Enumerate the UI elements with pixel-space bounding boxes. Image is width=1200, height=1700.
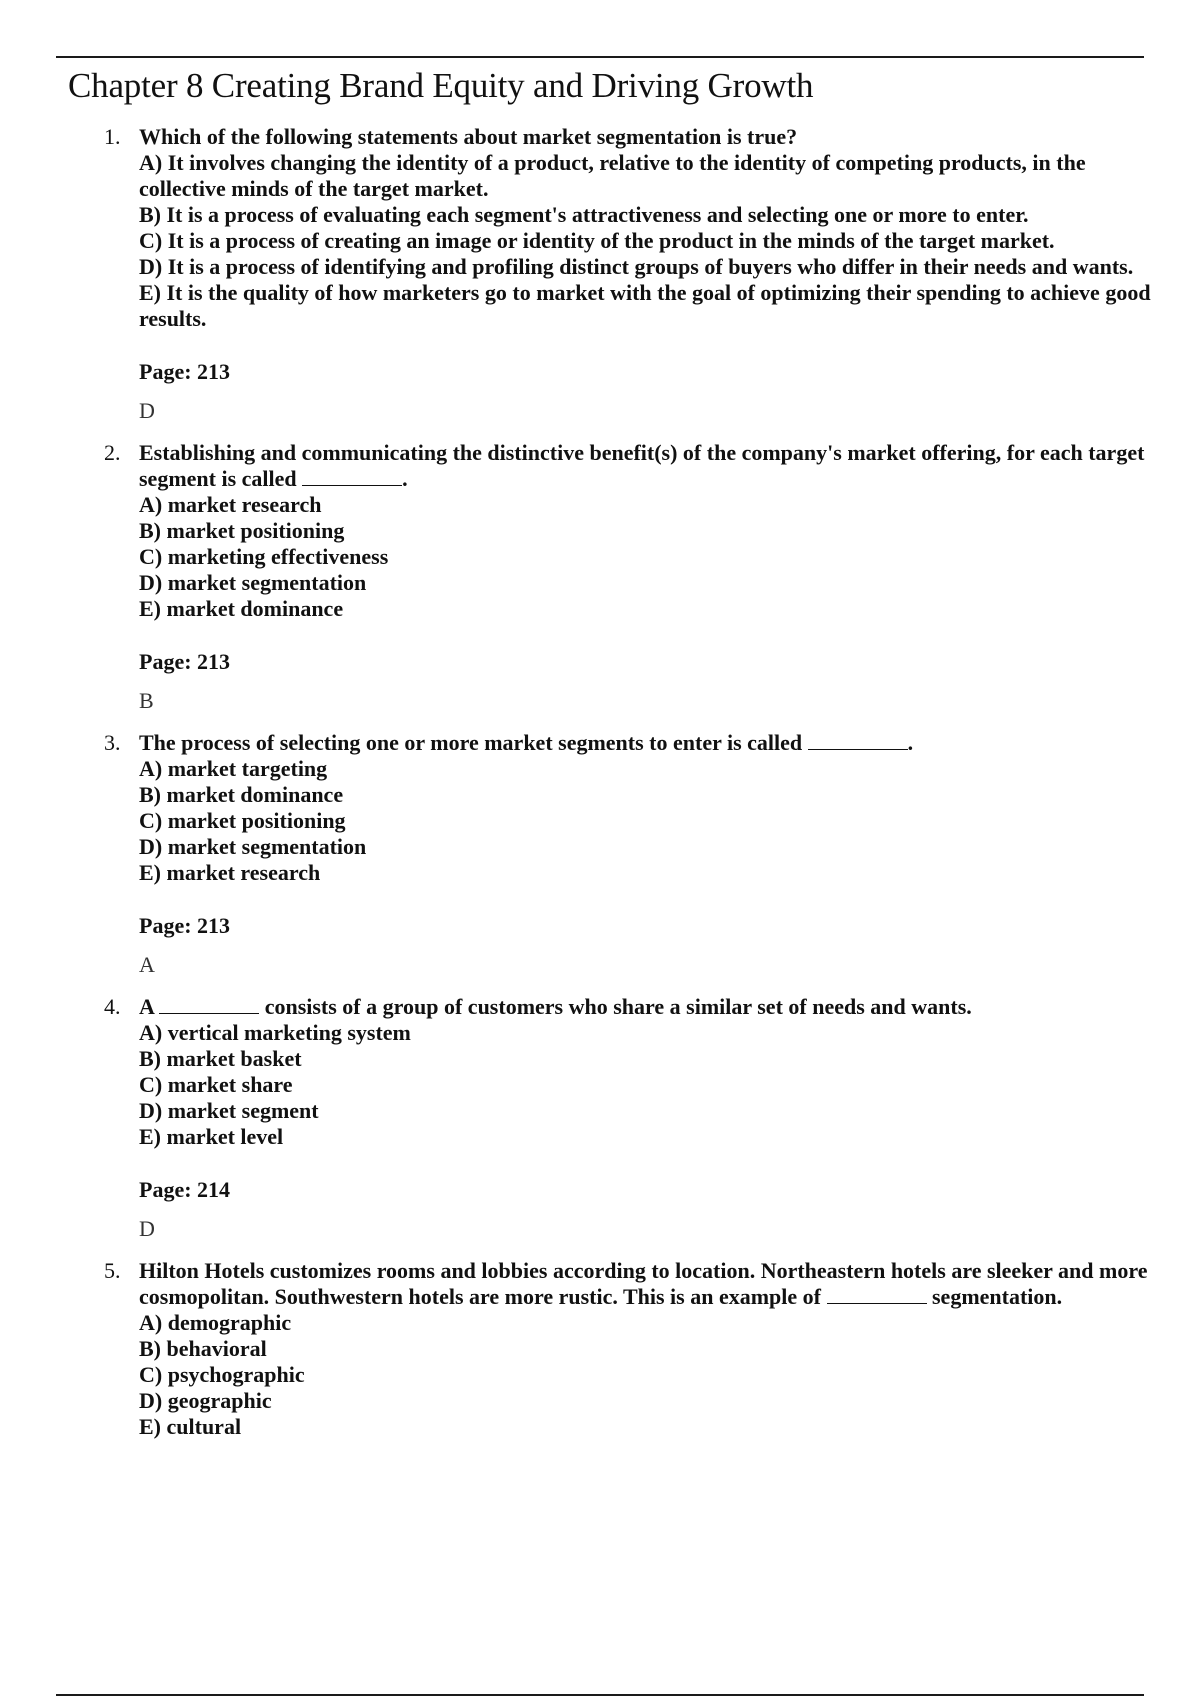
answer-option: E) market level — [139, 1124, 284, 1149]
answer-option: C) marketing effectiveness — [139, 544, 389, 569]
page-reference: Page: 213 — [139, 649, 231, 674]
answer-option: B) It is a process of evaluating each segment's attractiveness and selecting one or more to enter. — [139, 202, 1029, 227]
answer-option: C) It is a process of creating an image or identity of the product in the minds of the target market. — [139, 228, 1055, 253]
question-stem — [139, 124, 1160, 150]
answer-option: D) It is a process of identifying and profiling distinct groups of buyers who differ in their needs and wants. — [139, 254, 1134, 279]
answer-option: A) demographic — [139, 1310, 292, 1335]
bottom-rule — [56, 1694, 1144, 1696]
answer-option: E) market research — [139, 860, 321, 885]
fill-in-blank — [159, 997, 259, 1014]
page-title: Chapter 8 Creating Brand Equity and Driving Growth — [68, 66, 814, 105]
question-stem — [139, 994, 1160, 1020]
page-reference: Page: 214 — [139, 1177, 231, 1202]
question-stem — [139, 1258, 1160, 1310]
question-stem — [139, 730, 1160, 756]
answer-option: D) geographic — [139, 1388, 272, 1413]
answer-option: B) market basket — [139, 1046, 302, 1071]
correct-answer: D — [139, 1216, 155, 1241]
question-item — [0, 730, 1200, 978]
answer-option: A) It involves changing the identity of a product, relative to the identity of competing products, in the collective minds of the target market. — [139, 150, 1086, 201]
answer-option: E) market dominance — [139, 596, 344, 621]
answer-option: D) market segmentation — [139, 570, 367, 595]
answer-option: E) cultural — [139, 1414, 242, 1439]
question-item — [0, 1258, 1200, 1440]
question-number: 5. — [104, 1258, 121, 1283]
question-number: 3. — [104, 730, 121, 755]
fill-in-blank — [302, 469, 402, 486]
question-number: 1. — [104, 124, 121, 149]
page-reference: Page: 213 — [139, 913, 231, 938]
question-stem-text: Establishing and communicating the distinctive benefit(s) of the company's market offering, for each target segment is called — [139, 440, 1145, 491]
answer-option: A) market research — [139, 492, 322, 517]
question-list — [0, 124, 1200, 1440]
question-stem — [139, 440, 1160, 492]
answer-option: B) market positioning — [139, 518, 345, 543]
question-stem-text: consists of a group of customers who share a similar set of needs and wants. — [259, 994, 972, 1019]
answer-option: A) market targeting — [139, 756, 328, 781]
question-stem-text: Hilton Hotels customizes rooms and lobbies according to location. Northeastern hotels are sleeker and more cosmopolitan. Southwestern hotels are more rustic. This is an example of — [139, 1258, 1148, 1309]
answer-option: D) market segment — [139, 1098, 319, 1123]
answer-option: B) market dominance — [139, 782, 344, 807]
question-number: 4. — [104, 994, 121, 1019]
question-stem-text: . — [402, 466, 408, 491]
correct-answer: D — [139, 398, 155, 423]
question-item — [0, 124, 1200, 424]
question-stem-text: . — [907, 730, 914, 755]
fill-in-blank — [808, 733, 908, 750]
correct-answer: A — [139, 952, 155, 977]
answer-option: B) behavioral — [139, 1336, 267, 1361]
question-item — [0, 440, 1200, 714]
question-stem-text: segmentation. — [926, 1284, 1063, 1309]
correct-answer: B — [139, 688, 154, 713]
fill-in-blank — [827, 1287, 927, 1304]
answer-option: D) market segmentation — [139, 834, 367, 859]
answer-option: C) market share — [139, 1072, 293, 1097]
question-stem-text: Which of the following statements about market segmentation is true? — [139, 124, 798, 149]
top-rule — [56, 56, 1144, 58]
page-reference: Page: 213 — [139, 359, 231, 384]
question-item — [0, 994, 1200, 1242]
answer-option: C) market positioning — [139, 808, 346, 833]
answer-option: E) It is the quality of how marketers go to market with the goal of optimizing their spending to achieve good results. — [139, 280, 1151, 331]
question-stem-text: A — [139, 994, 160, 1019]
answer-option: A) vertical marketing system — [139, 1020, 411, 1045]
question-number: 2. — [104, 440, 121, 465]
answer-option: C) psychographic — [139, 1362, 305, 1387]
question-stem-text: The process of selecting one or more market segments to enter is called — [139, 730, 808, 755]
